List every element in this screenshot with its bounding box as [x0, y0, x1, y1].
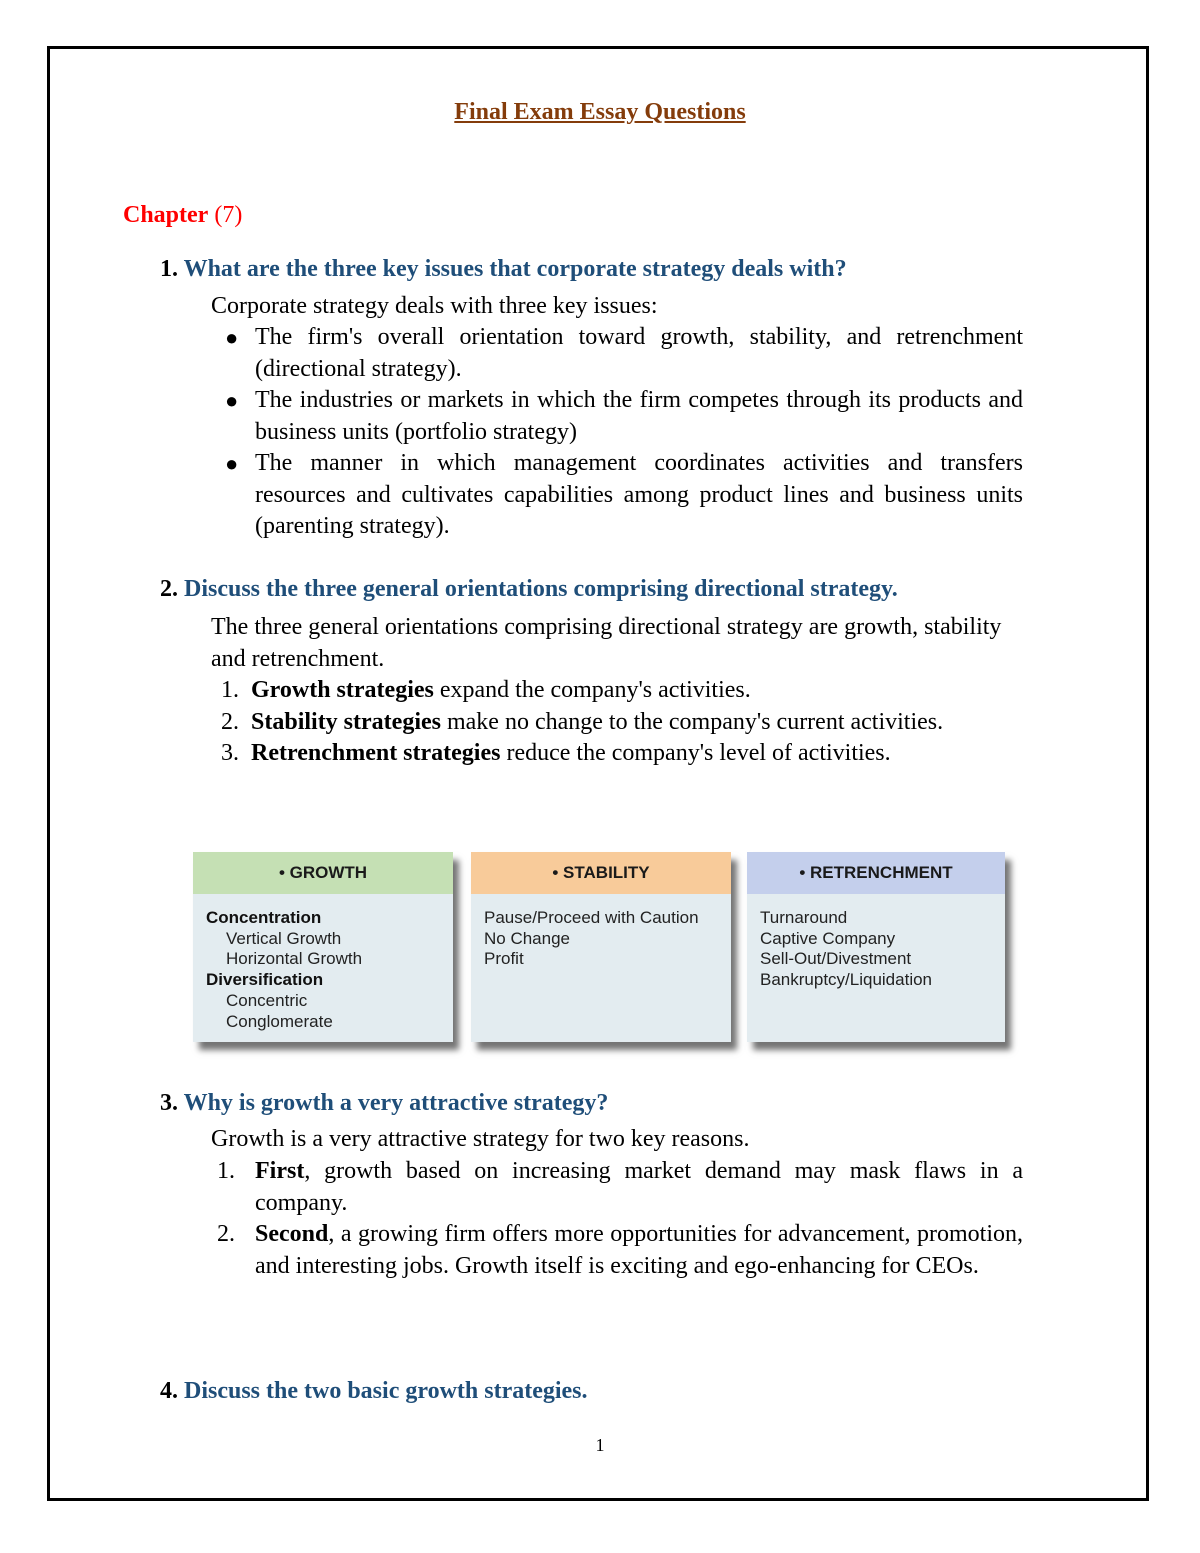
answer-numbered-list — [211, 675, 1023, 770]
list-item-text: The firm's overall orientation toward growth, stability, and retrenchment (directional strategy). — [255, 324, 1023, 382]
question-text: What are the three key issues that corporate strategy deals with? — [183, 256, 847, 282]
answer-intro: Growth is a very attractive strategy for two key reasons. — [211, 1126, 750, 1152]
list-item-text: , a growing firm offers more opportunities for advancement, promotion, and interesting jobs. Growth itself is exciting and ego-enhancing for CEOs. — [255, 1221, 1023, 1279]
bullet-icon: ● — [225, 451, 239, 476]
chapter-number: (7) — [214, 202, 243, 228]
question-2 — [160, 576, 898, 603]
question-number: 2. — [160, 576, 178, 602]
list-item — [211, 707, 1023, 739]
list-item — [211, 675, 1023, 707]
list-number: 1. — [217, 1158, 235, 1184]
question-number: 3. — [160, 1090, 178, 1116]
list-item-text: make no change to the company's current activities. — [440, 708, 944, 735]
horizontal-growth-label: Horizontal Growth — [226, 949, 363, 969]
retrenchment-item: Sell-Out/Divestment — [760, 949, 912, 969]
question-3 — [160, 1090, 608, 1117]
list-item-bold: Retrenchment strategies — [251, 740, 501, 766]
page-number: 1 — [595, 1435, 605, 1455]
list-item-bold: Second — [255, 1221, 329, 1247]
question-4 — [160, 1378, 588, 1405]
growth-header: • GROWTH — [193, 852, 453, 894]
question-1 — [160, 256, 847, 283]
retrenchment-item: Turnaround — [760, 908, 848, 927]
stability-item: Pause/Proceed with Caution — [484, 908, 699, 927]
list-item — [211, 1219, 1023, 1282]
conglomerate-label: Conglomerate — [226, 1011, 333, 1031]
list-item-text: reduce the company's level of activities. — [500, 740, 891, 766]
growth-box — [193, 852, 453, 1042]
list-item — [211, 738, 1023, 770]
directional-strategy-figure — [185, 846, 1025, 1058]
stability-header: • STABILITY — [471, 852, 731, 894]
list-number: 2. — [221, 708, 239, 735]
question-text: Discuss the two basic growth strategies. — [184, 1378, 588, 1404]
answer-numbered-list — [211, 1156, 1023, 1282]
retrenchment-body — [747, 894, 1005, 991]
concentric-label: Concentric — [226, 990, 308, 1010]
retrenchment-item: Bankruptcy/Liquidation — [760, 970, 933, 990]
list-item-text: , growth based on increasing market demand may mask flaws in a company. — [255, 1158, 1023, 1216]
list-item — [211, 385, 1023, 448]
concentration-label: Concentration — [206, 908, 322, 927]
list-number: 3. — [221, 740, 239, 766]
diversification-label: Diversification — [206, 970, 324, 990]
question-number: 4. — [160, 1378, 178, 1404]
bullet-icon: ● — [225, 325, 239, 350]
answer-bullet-list — [211, 322, 1023, 543]
list-item — [211, 448, 1023, 543]
list-number: 2. — [217, 1221, 235, 1247]
chapter-label: Chapter — [123, 202, 209, 228]
retrenchment-item: Captive Company — [760, 928, 896, 948]
bullet-icon: ● — [225, 388, 239, 413]
question-text: Why is growth a very attractive strategy? — [183, 1090, 609, 1116]
retrenchment-box — [747, 852, 1005, 1042]
list-number: 1. — [221, 677, 239, 703]
question-text: Discuss the three general orientations comprising directional strategy. — [184, 576, 898, 602]
answer-intro: Corporate strategy deals with three key issues: — [211, 293, 658, 319]
retrenchment-header: • RETRENCHMENT — [747, 852, 1005, 894]
list-item-bold: First — [255, 1158, 305, 1184]
list-item — [211, 322, 1023, 385]
list-item-bold: Stability strategies — [251, 708, 441, 735]
list-item-bold: Growth strategies — [251, 677, 434, 703]
chapter-heading — [123, 202, 242, 229]
list-item — [211, 1156, 1023, 1219]
page-title: Final Exam Essay Questions — [454, 99, 746, 125]
answer-intro: The three general orientations comprising directional strategy are growth, stability and retrenchment. — [211, 614, 1002, 672]
stability-item: Profit — [484, 949, 524, 969]
stability-box — [471, 852, 731, 1042]
stability-item: No Change — [484, 928, 571, 948]
list-item-text: The manner in which management coordinates activities and transfers resources and cultivates capabilities among product lines and business units (parenting strategy). — [255, 450, 1023, 539]
growth-body — [193, 894, 453, 1032]
question-number: 1. — [160, 256, 178, 282]
list-item-text: expand the company's activities. — [433, 677, 751, 703]
list-item-text: The industries or markets in which the firm competes through its products and business units (portfolio strategy) — [255, 387, 1023, 445]
stability-body — [471, 894, 731, 970]
vertical-growth-label: Vertical Growth — [226, 928, 342, 948]
